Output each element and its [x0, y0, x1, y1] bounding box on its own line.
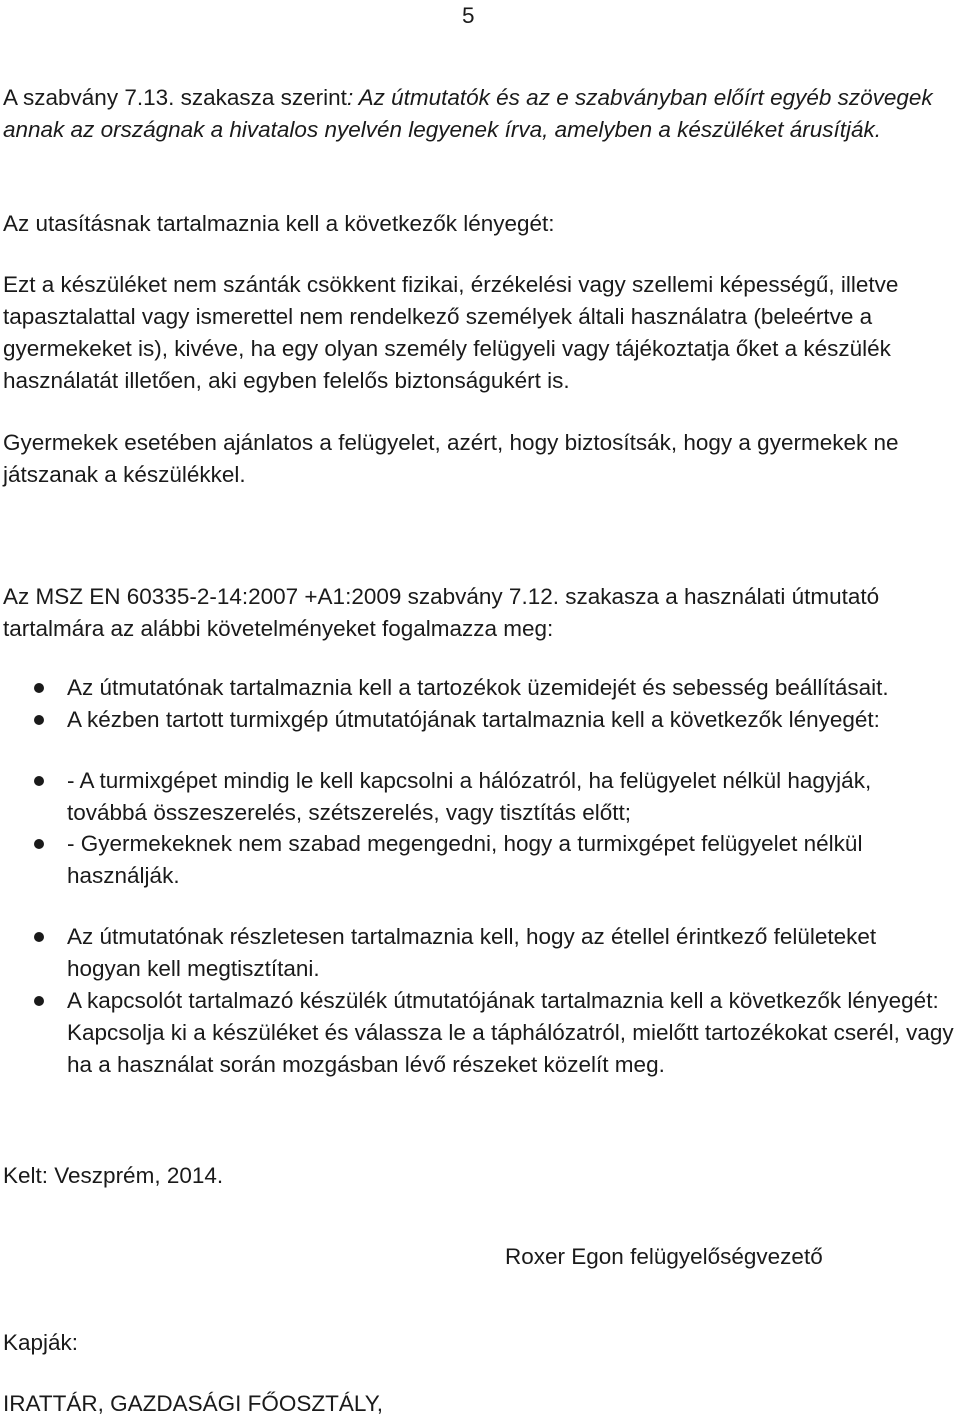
list-item-text: A kézben tartott turmixgép útmutatójának tartalmaznia kell a következők lényegét:	[67, 707, 880, 732]
page-number: 5	[462, 3, 475, 28]
bullet-icon	[34, 932, 44, 942]
instruction-heading: Az utasításnak tartalmaznia kell a következők lényegét:	[3, 211, 555, 236]
msz-paragraph: Az MSZ EN 60335-2-14:2007 +A1:2009 szabvány 7.12. szakasza a használati útmutató tartalmára az alábbi követelményeket fogalmazza meg:	[3, 584, 880, 641]
intro-lead: A szabvány 7.13. szakasza szerint	[3, 85, 347, 110]
list-item-text: Az útmutatónak tartalmaznia kell a tartozékok üzemidejét és sebesség beállításait.	[67, 675, 889, 700]
recipients-label: Kapják:	[3, 1330, 79, 1355]
list-item-text: - A turmixgépet mindig le kell kapcsolni a hálózatról, ha felügyelet nélkül hagyják, továbbá összeszerelés, szétszerelés, vagy tisztítás előtt;	[67, 768, 872, 825]
list-item-text: A kapcsolót tartalmazó készülék útmutatójának tartalmaznia kell a következők lényegét: Kapcsolja ki a készüléket és válassza le a táphálózatról, mielőtt tartozékokat cserél, vagy ha a használat során mozgásban lévő részeket közelít meg.	[67, 988, 954, 1077]
signature: Roxer Egon felügyelőségvezető	[505, 1244, 823, 1269]
children-paragraph: Gyermekek esetében ajánlatos a felügyelet, azért, hogy biztosítsák, hogy a gyermekek ne játszanak a készülékkel.	[3, 430, 899, 487]
bullet-icon	[34, 839, 44, 849]
bullet-icon	[34, 683, 44, 693]
intro-quote: : Az útmutatók és az e szabványban előírt egyéb szövegek annak az országnak a hivatalos nyelvén legyenek írva, amelyben a készüléket árusítják.	[3, 85, 933, 142]
capability-paragraph: Ezt a készüléket nem szánták csökkent fizikai, érzékelési vagy szellemi képességű, illetve tapasztalattal vagy ismerettel nem rendelkező személyek általi használatra (beleértve a gyermekeket is), kivéve, ha egy olyan személy felügyeli vagy tájékoztatja őket a készülék használatát illetően, aki egyben felelős biztonságukért is.	[3, 272, 899, 393]
intro-paragraph	[3, 82, 955, 146]
recipient: IRATTÁR, GAZDASÁGI FŐOSZTÁLY,	[3, 1391, 384, 1416]
list-item-text: - Gyermekeknek nem szabad megengedni, hogy a turmixgépet felügyelet nélkül használják.	[67, 831, 863, 888]
date-line: Kelt: Veszprém, 2014.	[3, 1163, 224, 1188]
bullet-icon	[34, 776, 44, 786]
list-item-text: Az útmutatónak részletesen tartalmaznia kell, hogy az étellel érintkező felületeket hogyan kell megtisztítani.	[67, 924, 877, 981]
bullet-icon	[34, 715, 44, 725]
bullet-icon	[34, 996, 44, 1006]
